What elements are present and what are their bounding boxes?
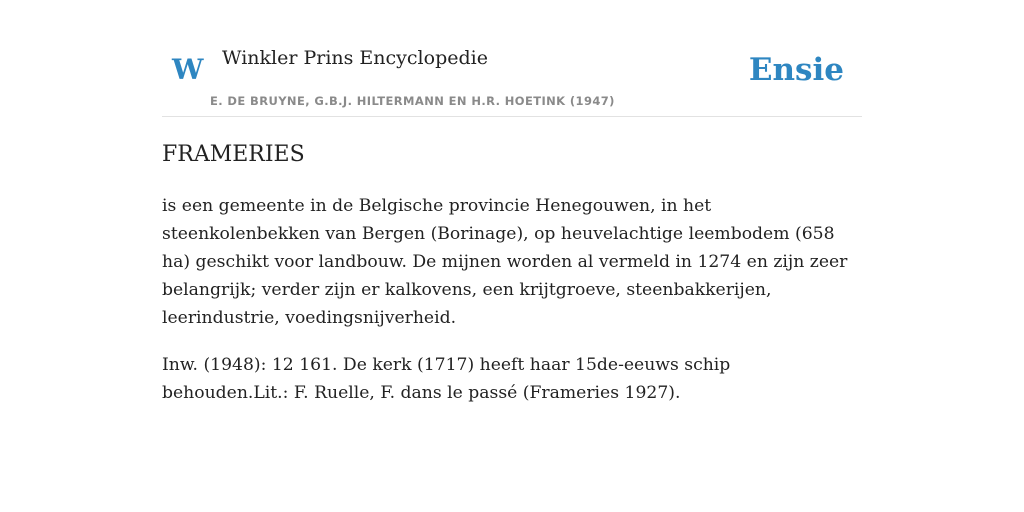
source-authors: E. DE BRUYNE, G.B.J. HILTERMANN EN H.R. HOETINK (1947) [210,94,615,108]
page-container [162,0,862,403]
brand-logo-link[interactable]: Ensie [748,52,844,88]
source-header [162,0,862,117]
entry-title: FRAMERIES [162,142,305,167]
entry-paragraph: Inw. (1948): 12 161. De kerk (1717) heeft haar 15de-eeuws schip behouden.Lit.: F. Ruelle, F. dans le passé (Frameries 1927). [162,355,731,403]
source-book-title[interactable]: Winkler Prins Encyclopedie [222,47,488,69]
entry-body [162,192,862,426]
source-logo: W [172,53,204,86]
entry-paragraph: is een gemeente in de Belgische provincie Henegouwen, in het steenkolenbekken van Bergen (Borinage), op heuvelachtige leembodem (658 ha) geschikt voor landbouw. De mijnen worden al vermeld in 1274 en zijn zeer belangrijk; verder zijn er kalkovens, een krijtgroeve, steenbakkerijen, leerindustrie, voedingsnijverheid. [162,196,848,328]
